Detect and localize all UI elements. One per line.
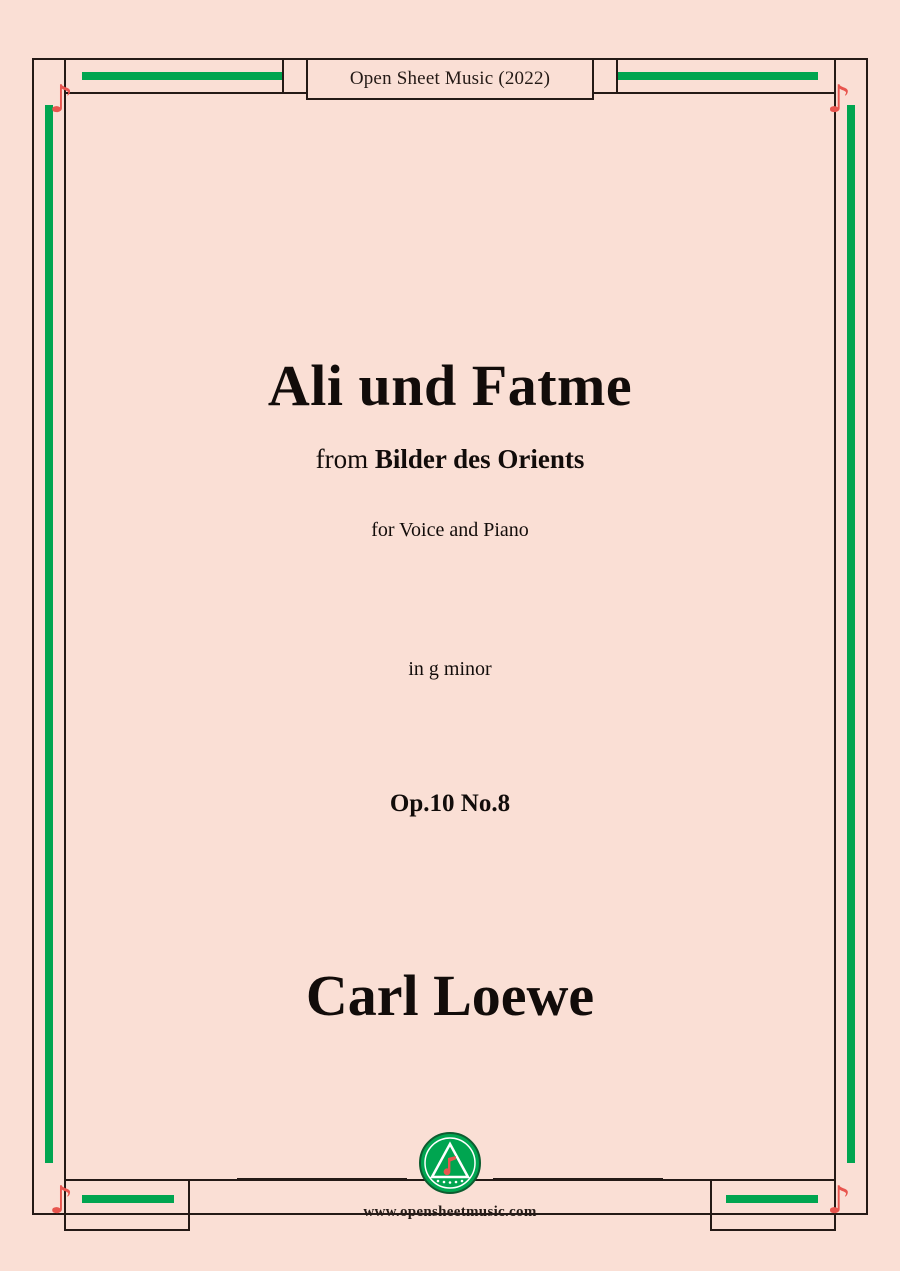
green-bar-bottom-right xyxy=(726,1195,818,1203)
composer-name: Carl Loewe xyxy=(305,963,595,1028)
instrumentation-label: for Voice and Piano xyxy=(371,519,529,541)
music-note-icon: ♪ xyxy=(826,1178,851,1222)
subtitle-work-title: Bilder des Orients xyxy=(374,444,585,474)
decorative-rule-top-right xyxy=(616,92,834,94)
subtitle-prefix: from xyxy=(315,444,375,474)
decorative-rule-bottom-right xyxy=(493,1178,663,1180)
music-note-icon: ♪ xyxy=(826,77,851,121)
decorative-rule-top-left xyxy=(66,92,284,94)
green-bar-top-left xyxy=(82,72,282,80)
subtitle xyxy=(0,444,900,475)
opus-number-label: Op.10 No.8 xyxy=(389,790,511,817)
decorative-rule-bottom-left xyxy=(237,1178,407,1180)
website-url: www.opensheetmusic.com xyxy=(363,1204,537,1220)
page-title: Ali und Fatme xyxy=(267,353,633,418)
green-bar-bottom-left xyxy=(82,1195,174,1203)
music-note-icon: ♪ xyxy=(49,77,74,121)
music-note-icon: ♪ xyxy=(49,1178,74,1222)
green-bar-top-right xyxy=(618,72,818,80)
opensheetmusic-logo-icon xyxy=(418,1131,482,1195)
publisher-badge xyxy=(306,58,594,100)
publisher-label: Open Sheet Music (2022) xyxy=(349,68,551,89)
key-signature-label: in g minor xyxy=(408,658,492,680)
